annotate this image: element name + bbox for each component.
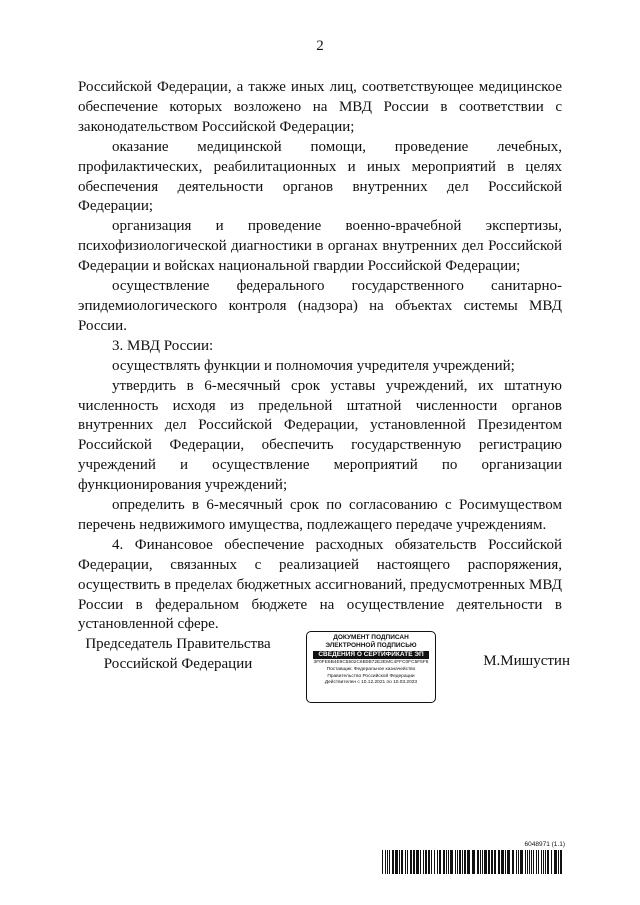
paragraph: утвердить в 6-месячный срок уставы учреждений, их штатную численность исходя из предельной штатной численности органов внутренних дел Российской Федерации, установленной Президентом Российской Федерации, обеспечить государственную регистрацию учреждений и осуществление мероприятий по организации функционирования учреждений; — [78, 377, 562, 494]
barcode-bar — [450, 850, 453, 874]
stamp-bar: СВЕДЕНИЯ О СЕРТИФИКАТЕ ЭП — [313, 651, 429, 659]
barcode-bar — [554, 850, 557, 874]
barcode-bar — [464, 850, 466, 874]
barcode-icon — [382, 850, 565, 874]
signatory-name: М.Мишустин — [483, 653, 570, 669]
barcode-bar — [505, 850, 506, 874]
barcode-number: 6048971 (1.1) — [524, 841, 565, 848]
barcode-block — [382, 841, 565, 879]
barcode-bar — [533, 850, 534, 874]
stamp-heading: ДОКУМЕНТ ПОДПИСАН — [333, 634, 409, 641]
barcode-bar — [558, 850, 559, 874]
barcode-bar — [425, 850, 427, 874]
barcode-bar — [491, 850, 493, 874]
barcode-bar — [529, 850, 530, 874]
paragraph: организация и проведение военно-врачебной экспертизы, психофизиологической диагностики в органах внутренних дел Российской Федерации и войсках национальной гвардии Российской Федерации; — [78, 218, 562, 275]
barcode-bar — [434, 850, 435, 874]
stamp-owner: Правительство Российской Федерации — [327, 673, 415, 679]
barcode-bar — [385, 850, 386, 874]
barcode-bar — [516, 850, 517, 874]
barcode-bar — [462, 850, 463, 874]
barcode-bar — [482, 850, 483, 874]
barcode-bar — [457, 850, 458, 874]
barcode-bar — [389, 850, 390, 874]
barcode-bar — [501, 850, 504, 874]
paragraph: определить в 6-месячный срок по согласованию с Росимуществом перечень недвижимого имущества, подлежащего передаче учреждениям. — [78, 497, 562, 533]
signatory-title — [78, 634, 278, 674]
barcode-bar — [472, 850, 475, 874]
barcode-bar — [518, 850, 519, 874]
barcode-bar — [545, 850, 546, 874]
barcode-bar — [410, 850, 412, 874]
barcode-bar — [551, 850, 552, 874]
barcode-bar — [543, 850, 544, 874]
barcode-bar — [455, 850, 456, 874]
barcode-bar — [467, 850, 470, 874]
barcode-bar — [477, 850, 479, 874]
stamp-heading: ЭЛЕКТРОННОЙ ПОДПИСЬЮ — [325, 642, 417, 649]
barcode-bar — [382, 850, 383, 874]
stamp-serial: 3F0FE8B4E9C5502C6B0B72E2EMC4FFC0FC5F5F8 — [313, 660, 429, 665]
paragraph: Российской Федерации, а также иных лиц, соответствующее медицинское обеспечение которых возложено на МВД России в соответствии с законодательством Российской Федерации; — [78, 79, 562, 135]
barcode-bar — [392, 850, 394, 874]
barcode-bar — [547, 850, 549, 874]
stamp-supplier: Поставщик: Федеральное казначейство — [326, 666, 416, 672]
barcode-bar — [459, 850, 461, 874]
paragraph: оказание медицинской помощи, проведение лечебных, профилактических, реабилитационных и иных мероприятий в целях обеспечения деятельности органов внутренних дел Российской Федерации; — [78, 138, 562, 215]
barcode-bar — [498, 850, 500, 874]
barcode-bar — [387, 850, 388, 874]
barcode-bar — [420, 850, 421, 874]
paragraph: 4. Финансовое обеспечение расходных обязательств Российской Федерации, связанных с реализацией настоящего распоряжения, осуществить в пределах бюджетных ассигнований, предусмотренных МВД России в федеральном бюджете на осуществление деятельности в установленной сфере. — [78, 536, 562, 633]
barcode-bar — [560, 850, 562, 874]
barcode-bar — [437, 850, 438, 874]
barcode-bar — [428, 850, 430, 874]
barcode-bar — [395, 850, 398, 874]
barcode-bar — [520, 850, 523, 874]
barcode-bar — [431, 850, 432, 874]
signatory-title-line: Председатель Правительства — [85, 636, 271, 652]
electronic-signature-stamp — [306, 631, 436, 703]
barcode-bar — [401, 850, 403, 874]
paragraph: осуществление федерального государственного санитарно-эпидемиологического контроля (надзора) на объектах системы МВД России. — [78, 278, 562, 334]
barcode-bar — [423, 850, 424, 874]
signatory-title-line: Российской Федерации — [103, 656, 253, 672]
barcode-bar — [538, 850, 539, 874]
barcode-bar — [512, 850, 514, 874]
barcode-bar — [439, 850, 441, 874]
barcode-bar — [407, 850, 408, 874]
barcode-bar — [541, 850, 542, 874]
barcode-bar — [525, 850, 526, 874]
page-number: 2 — [316, 38, 324, 54]
barcode-bar — [484, 850, 487, 874]
paragraph: осуществлять функции и полномочия учредителя учреждений; — [112, 357, 515, 374]
document-body — [78, 78, 562, 635]
barcode-bar — [416, 850, 419, 874]
barcode-bar — [494, 850, 496, 874]
barcode-bar — [536, 850, 537, 874]
barcode-bar — [399, 850, 400, 874]
barcode-bar — [527, 850, 528, 874]
barcode-bar — [446, 850, 447, 874]
stamp-validity: Действителен с 10.12.2021 по 10.03.2023 — [324, 680, 418, 686]
barcode-bar — [531, 850, 532, 874]
barcode-bar — [488, 850, 490, 874]
paragraph: 3. МВД России: — [112, 337, 214, 354]
barcode-bar — [507, 850, 510, 874]
barcode-bar — [405, 850, 406, 874]
barcode-bar — [448, 850, 449, 874]
barcode-bar — [413, 850, 415, 874]
barcode-bar — [480, 850, 481, 874]
barcode-bar — [443, 850, 445, 874]
